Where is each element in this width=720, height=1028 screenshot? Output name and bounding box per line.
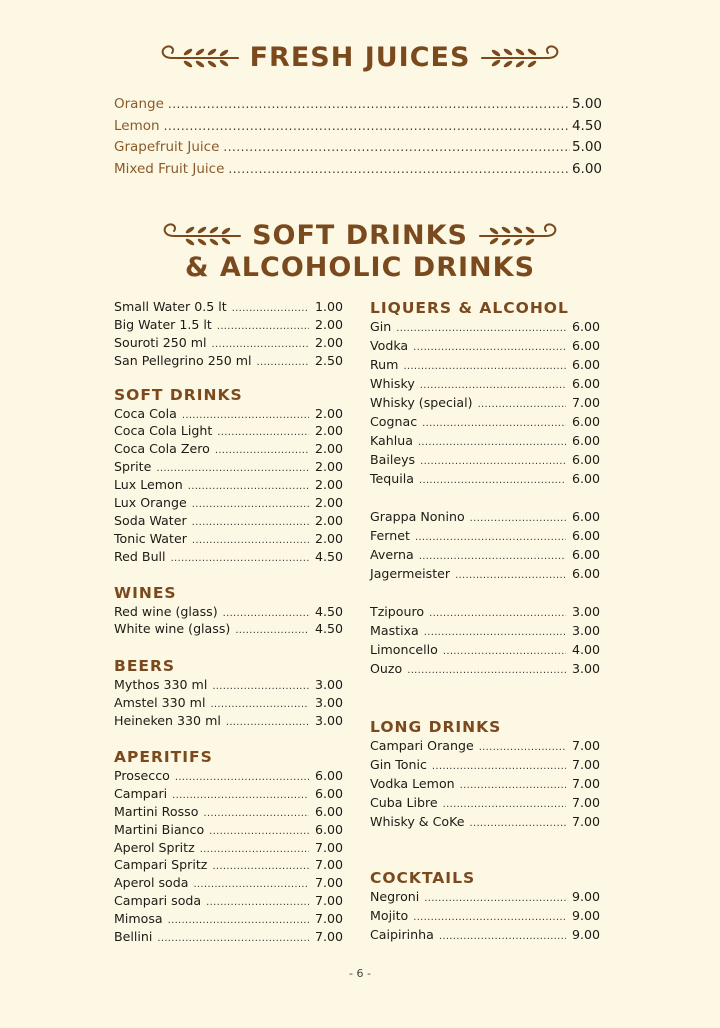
list-item	[114, 677, 343, 695]
dot-leader	[470, 513, 566, 524]
item-name: Campari	[114, 785, 168, 801]
item-price: 3.00	[314, 677, 343, 693]
item-name: Bellini	[114, 929, 153, 945]
list-item	[370, 357, 600, 376]
item-price: 3.00	[571, 661, 600, 676]
item-name: Rum	[370, 357, 399, 372]
item-name: Coca Cola	[114, 405, 177, 421]
item-name: Mastixa	[370, 623, 419, 638]
fresh-juices-heading	[0, 40, 720, 74]
item-name: Tzipouro	[370, 604, 425, 619]
item-name: Vodka Lemon	[370, 776, 455, 791]
item-price: 4.50	[314, 548, 343, 564]
list-item	[370, 623, 600, 642]
item-name: Gin	[370, 319, 392, 334]
item-price: 6.00	[314, 785, 343, 801]
item-price: 4.50	[314, 603, 343, 619]
item-price: 6.00	[571, 161, 602, 178]
dot-leader	[439, 931, 566, 942]
water-section	[114, 299, 343, 371]
item-price: 7.00	[571, 757, 600, 772]
item-name: Grappa Nonino	[370, 509, 465, 524]
item-price: 4.50	[314, 621, 343, 637]
section-title: BEERS	[114, 657, 176, 676]
item-price: 3.00	[314, 713, 343, 729]
list-item	[370, 814, 600, 833]
list-item	[114, 875, 343, 893]
laurel-branch-icon	[476, 218, 560, 252]
list-item	[114, 911, 343, 929]
item-name: White wine (glass)	[114, 621, 231, 637]
section-title: WINES	[114, 583, 177, 602]
dot-leader	[212, 339, 309, 350]
list-item	[114, 441, 343, 459]
list-item	[114, 495, 343, 513]
item-name: Red Bull	[114, 548, 166, 564]
item-name: Souroti 250 ml	[114, 334, 207, 350]
dot-leader	[460, 780, 566, 791]
item-price: 5.00	[571, 96, 602, 112]
item-price: 2.00	[314, 512, 343, 528]
dot-leader	[192, 517, 309, 528]
item-name: Martini Bianco	[114, 821, 205, 837]
item-price: 5.00	[571, 139, 602, 156]
list-item	[114, 713, 343, 731]
item-price: 2.00	[314, 334, 343, 350]
item-price: 6.00	[571, 471, 600, 486]
beers-section	[114, 655, 343, 731]
item-price: 6.00	[571, 376, 600, 391]
page-number: - 6 -	[349, 967, 371, 980]
list-item	[370, 604, 600, 623]
list-item	[370, 642, 600, 661]
item-price: 7.00	[314, 839, 343, 855]
dot-leader	[168, 97, 570, 111]
dot-leader	[217, 321, 309, 332]
item-name: Coca Cola Zero	[114, 441, 210, 457]
dot-leader	[212, 861, 309, 872]
wines-section	[114, 582, 343, 640]
dot-leader	[235, 625, 309, 636]
list-item	[370, 757, 600, 776]
list-item	[114, 929, 343, 947]
item-name: Averna	[370, 547, 414, 562]
list-item	[370, 738, 600, 757]
dot-leader	[422, 418, 566, 429]
item-price: 4.00	[571, 642, 600, 657]
item-name: Gin Tonic	[370, 757, 427, 772]
item-name: Whisky & CoKe	[370, 814, 465, 829]
dot-leader	[419, 551, 566, 562]
list-item	[370, 927, 600, 946]
menu-column-right	[370, 297, 600, 946]
dot-leader	[415, 532, 566, 543]
laurel-branch-icon	[478, 40, 562, 74]
item-name: Kahlua	[370, 433, 413, 448]
item-name: Cognac	[370, 414, 418, 429]
item-name: Mimosa	[114, 911, 163, 927]
soft-drinks-section	[114, 384, 343, 567]
list-item	[114, 695, 343, 713]
liquers-group	[370, 604, 600, 680]
list-item	[114, 161, 602, 183]
drinks-heading	[0, 218, 720, 283]
dot-leader	[407, 665, 566, 676]
item-name: Coca Cola Light	[114, 423, 213, 439]
item-name: Aperol Spritz	[114, 839, 195, 855]
dot-leader	[418, 437, 566, 448]
liquers-section	[370, 297, 600, 680]
item-name: Lux Lemon	[114, 477, 183, 493]
item-price: 6.00	[571, 433, 600, 448]
item-name: Tequila	[370, 471, 414, 486]
list-item	[114, 604, 343, 622]
item-name: Soda Water	[114, 512, 187, 528]
dot-leader	[192, 535, 309, 546]
item-price: 7.00	[314, 911, 343, 927]
item-name: Big Water 1.5 lt	[114, 316, 212, 332]
item-name: Mixed Fruit Juice	[114, 161, 225, 178]
item-price: 6.00	[571, 528, 600, 543]
fresh-juices-title: FRESH JUICES	[249, 41, 471, 73]
list-item	[370, 395, 600, 414]
item-name: Tonic Water	[114, 530, 187, 546]
aperitifs-section	[114, 746, 343, 947]
list-item	[114, 786, 343, 804]
list-item	[370, 376, 600, 395]
drinks-title-line1: SOFT DRINKS	[252, 219, 468, 251]
dot-leader	[200, 844, 309, 855]
item-name: Martini Rosso	[114, 803, 199, 819]
list-item	[114, 317, 343, 335]
list-item	[114, 459, 343, 477]
item-name: Ouzo	[370, 661, 403, 676]
dot-leader	[193, 879, 309, 890]
dot-leader	[413, 912, 566, 923]
dot-leader	[206, 897, 309, 908]
item-price: 7.00	[571, 814, 600, 829]
long-drinks-section	[370, 716, 600, 833]
item-price: 6.00	[314, 768, 343, 784]
item-price: 2.00	[314, 477, 343, 493]
item-price: 6.00	[571, 566, 600, 581]
drinks-title-line2: & ALCOHOLIC DRINKS	[184, 252, 536, 283]
item-price: 7.00	[314, 875, 343, 891]
laurel-branch-icon	[160, 218, 244, 252]
menu-column-left	[114, 299, 343, 947]
item-price: 6.00	[571, 357, 600, 372]
list-item	[114, 353, 343, 371]
list-item	[370, 889, 600, 908]
dot-leader	[479, 742, 566, 753]
dot-leader	[257, 357, 309, 368]
item-name: Limoncello	[370, 642, 438, 657]
list-item	[114, 118, 602, 140]
item-price: 7.00	[571, 395, 600, 410]
item-price: 7.00	[314, 857, 343, 873]
item-name: Vodka	[370, 338, 409, 353]
list-item	[114, 477, 343, 495]
list-item	[114, 513, 343, 531]
item-price: 1.00	[314, 299, 343, 314]
item-name: Campari Spritz	[114, 857, 208, 873]
item-price: 2.00	[314, 459, 343, 475]
dot-leader	[226, 717, 309, 728]
dot-leader	[223, 608, 309, 619]
dot-leader	[424, 627, 566, 638]
dot-leader	[188, 481, 309, 492]
list-item	[114, 621, 343, 639]
list-item	[114, 96, 602, 118]
item-name: Amstel 330 ml	[114, 695, 206, 711]
item-name: Negroni	[370, 889, 420, 904]
list-item	[114, 857, 343, 875]
item-name: Whisky	[370, 376, 415, 391]
dot-leader	[420, 456, 566, 467]
dot-leader	[157, 933, 309, 944]
item-price: 3.00	[571, 623, 600, 638]
list-item	[370, 338, 600, 357]
dot-leader	[419, 475, 566, 486]
list-item	[114, 423, 343, 441]
fresh-juices-list	[114, 96, 602, 183]
list-item	[370, 414, 600, 433]
item-name: Fernet	[370, 528, 410, 543]
dot-leader	[470, 818, 566, 829]
item-price: 2.00	[314, 423, 343, 439]
item-price: 4.50	[571, 117, 602, 134]
dot-leader	[223, 140, 570, 154]
cocktails-section	[370, 867, 600, 946]
list-item	[114, 822, 343, 840]
item-name: Mojito	[370, 908, 409, 923]
list-item	[114, 549, 343, 567]
item-name: Prosecco	[114, 768, 170, 784]
dot-leader	[172, 790, 309, 801]
dot-leader	[164, 119, 570, 133]
dot-leader	[210, 699, 309, 710]
item-price: 6.00	[571, 338, 600, 353]
item-name: Heineken 330 ml	[114, 713, 221, 729]
item-price: 3.00	[314, 695, 343, 711]
list-item	[114, 139, 602, 161]
list-item	[370, 776, 600, 795]
dot-leader	[212, 681, 309, 692]
item-name: Grapefruit Juice	[114, 139, 220, 156]
item-price: 6.00	[314, 821, 343, 837]
item-price: 9.00	[571, 908, 600, 923]
item-price: 7.00	[314, 893, 343, 909]
dot-leader	[443, 646, 566, 657]
list-item	[114, 406, 343, 424]
item-name: Small Water 0.5 lt	[114, 299, 227, 314]
dot-leader	[443, 799, 566, 810]
item-price: 6.00	[571, 414, 600, 429]
item-name: Cuba Libre	[370, 795, 438, 810]
dot-leader	[455, 570, 566, 581]
dot-leader	[413, 342, 566, 353]
item-price: 6.00	[571, 547, 600, 562]
item-name: Campari Orange	[370, 738, 474, 753]
item-price: 2.00	[314, 495, 343, 511]
list-item	[370, 452, 600, 471]
dot-leader	[215, 445, 309, 456]
list-item	[114, 804, 343, 822]
list-item	[370, 319, 600, 338]
dot-leader	[217, 427, 309, 438]
dot-leader	[429, 608, 566, 619]
section-title: LIQUERS & ALCOHOL	[370, 299, 569, 317]
list-item	[114, 768, 343, 786]
item-price: 2.00	[314, 441, 343, 457]
item-price: 7.00	[571, 776, 600, 791]
dot-leader	[228, 162, 570, 176]
item-price: 6.00	[314, 803, 343, 819]
section-title: LONG DRINKS	[370, 718, 502, 736]
section-title: APERITIFS	[114, 748, 213, 767]
dot-leader	[156, 463, 309, 474]
list-item	[370, 433, 600, 452]
list-item	[114, 531, 343, 549]
item-price: 2.50	[314, 352, 343, 368]
dot-leader	[432, 761, 566, 772]
list-item	[370, 509, 600, 528]
item-name: Whisky (special)	[370, 395, 473, 410]
list-item	[114, 840, 343, 858]
item-price: 7.00	[571, 795, 600, 810]
list-item	[370, 795, 600, 814]
dot-leader	[403, 361, 566, 372]
list-item	[114, 335, 343, 353]
item-name: Campari soda	[114, 893, 202, 909]
list-item	[370, 547, 600, 566]
list-item	[370, 471, 600, 490]
dot-leader	[192, 499, 309, 510]
item-price: 6.00	[571, 452, 600, 467]
item-price: 9.00	[571, 927, 600, 942]
item-name: Orange	[114, 96, 164, 112]
item-price: 7.00	[571, 738, 600, 753]
liquers-group	[370, 509, 600, 585]
dot-leader	[182, 410, 309, 421]
item-name: Lux Orange	[114, 495, 187, 511]
dot-leader	[396, 323, 566, 334]
dot-leader	[175, 772, 309, 783]
section-title: SOFT DRINKS	[114, 385, 243, 404]
item-price: 6.00	[571, 509, 600, 524]
item-price: 2.00	[314, 316, 343, 332]
dot-leader	[168, 915, 309, 926]
item-price: 6.00	[571, 319, 600, 334]
item-price: 7.00	[314, 929, 343, 945]
list-item	[370, 528, 600, 547]
item-name: Jagermeister	[370, 566, 451, 581]
item-name: Lemon	[114, 117, 160, 134]
item-name: Aperol soda	[114, 875, 189, 891]
dot-leader	[420, 380, 566, 391]
dot-leader	[171, 553, 309, 564]
item-price: 9.00	[571, 889, 600, 904]
list-item	[370, 566, 600, 585]
item-price: 2.00	[314, 530, 343, 546]
dot-leader	[209, 826, 309, 837]
item-name: Caipirinha	[370, 927, 434, 942]
item-name: Red wine (glass)	[114, 603, 218, 619]
dot-leader	[424, 893, 566, 904]
item-name: San Pellegrino 250 ml	[114, 352, 252, 368]
list-item	[370, 908, 600, 927]
section-title: COCKTAILS	[370, 869, 476, 887]
item-name: Sprite	[114, 459, 152, 475]
list-item	[114, 893, 343, 911]
item-name: Mythos 330 ml	[114, 677, 208, 693]
laurel-branch-icon	[158, 40, 242, 74]
dot-leader	[478, 399, 566, 410]
list-item	[114, 299, 343, 317]
dot-leader	[232, 303, 309, 314]
item-price: 2.00	[314, 405, 343, 421]
dot-leader	[203, 808, 309, 819]
list-item	[370, 661, 600, 680]
item-name: Baileys	[370, 452, 416, 467]
item-price: 3.00	[571, 604, 600, 619]
